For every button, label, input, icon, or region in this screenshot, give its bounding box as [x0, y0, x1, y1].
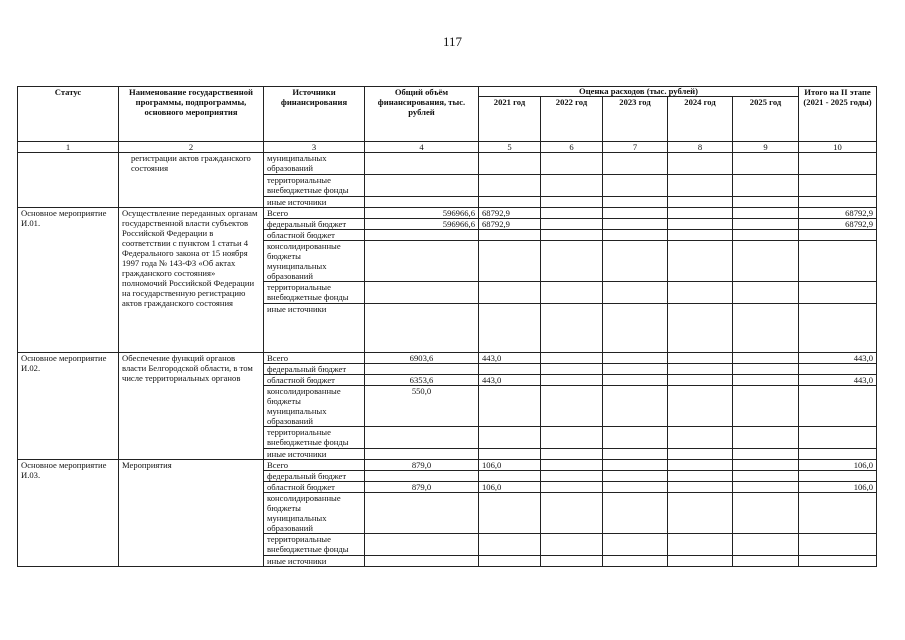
year-2021-cell: 106,0	[479, 482, 541, 493]
column-number: 3	[264, 142, 365, 153]
total-cell: 596966,6	[365, 208, 479, 219]
total-cell: 550,0	[365, 386, 479, 427]
source-cell: консолидированные бюджеты муниципальных образований	[264, 493, 365, 534]
total-cell: 596966,6	[365, 219, 479, 230]
header-sources: Источники финансирования	[264, 87, 365, 142]
column-number: 10	[799, 142, 877, 153]
header-total-volume: Общий объём финансирования, тыс. рублей	[365, 87, 479, 142]
column-numbers-row	[18, 142, 877, 153]
year-2021-cell: 106,0	[479, 460, 541, 471]
table-row	[18, 353, 877, 364]
status-cell: Основное мероприятие И.01.	[18, 208, 119, 353]
source-cell: иные источники	[264, 304, 365, 353]
source-cell: территориальные внебюджетные фонды	[264, 427, 365, 449]
source-cell: территориальные внебюджетные фонды	[264, 175, 365, 197]
year-2021-cell: 68792,9	[479, 208, 541, 219]
header-estimate: Оценка расходов (тыс. рублей)	[479, 87, 799, 97]
total-cell: 879,0	[365, 460, 479, 471]
itogo-cell: 106,0	[799, 482, 877, 493]
total-cell: 879,0	[365, 482, 479, 493]
column-number: 1	[18, 142, 119, 153]
source-cell: федеральный бюджет	[264, 219, 365, 230]
source-cell: областной бюджет	[264, 375, 365, 386]
status-cell: Основное мероприятие И.02.	[18, 353, 119, 460]
source-cell: федеральный бюджет	[264, 364, 365, 375]
header-row	[18, 87, 877, 97]
source-cell: Всего	[264, 460, 365, 471]
header-year: 2025 год	[733, 97, 799, 142]
header-year: 2024 год	[668, 97, 733, 142]
column-number: 6	[541, 142, 603, 153]
year-2021-cell: 443,0	[479, 353, 541, 364]
column-number: 8	[668, 142, 733, 153]
column-number: 4	[365, 142, 479, 153]
status-cell	[18, 153, 119, 208]
source-cell: муниципальных образований	[264, 153, 365, 175]
budget-table	[17, 86, 877, 567]
year-2021-cell: 68792,9	[479, 219, 541, 230]
name-cell: регистрации актов гражданского состояния	[119, 153, 264, 208]
column-number: 5	[479, 142, 541, 153]
source-cell: Всего	[264, 208, 365, 219]
source-cell: областной бюджет	[264, 230, 365, 241]
name-cell: Мероприятия	[119, 460, 264, 567]
total-cell: 6903,6	[365, 353, 479, 364]
header-status: Статус	[18, 87, 119, 142]
header-itogo: Итого на II этапе (2021 - 2025 годы)	[799, 87, 877, 142]
source-cell: Всего	[264, 353, 365, 364]
header-year: 2022 год	[541, 97, 603, 142]
source-cell: консолидированные бюджеты муниципальных образований	[264, 386, 365, 427]
status-cell: Основное мероприятие И.03.	[18, 460, 119, 567]
column-number: 7	[603, 142, 668, 153]
table-row	[18, 460, 877, 471]
name-cell: Осуществление переданных органам государственной власти субъектов Российской Федерации в соответствии с пунктом 1 статьи 4 Федерального закона от 15 ноября 1997 года № 143-ФЗ «Об актах гражданского состояния» полномочий Российской Федерации на государственную регистрацию актов гражданского состояния	[119, 208, 264, 353]
page-number: 117	[442, 34, 463, 49]
source-cell: консолидированные бюджеты муниципальных образований	[264, 241, 365, 282]
column-number: 2	[119, 142, 264, 153]
source-cell: территориальные внебюджетные фонды	[264, 534, 365, 556]
source-cell: областной бюджет	[264, 482, 365, 493]
header-year: 2021 год	[479, 97, 541, 142]
itogo-cell: 443,0	[799, 353, 877, 364]
itogo-cell: 106,0	[799, 460, 877, 471]
table-row	[18, 153, 877, 175]
source-cell: территориальные внебюджетные фонды	[264, 282, 365, 304]
source-cell: федеральный бюджет	[264, 471, 365, 482]
name-cell: Обеспечение функций органов власти Белгородской области, в том числе территориальных органов	[119, 353, 264, 460]
table-row	[18, 208, 877, 219]
source-cell: иные источники	[264, 197, 365, 208]
column-number: 9	[733, 142, 799, 153]
total-cell: 6353,6	[365, 375, 479, 386]
source-cell: иные источники	[264, 556, 365, 567]
header-name: Наименование государственной программы, подпрограммы, основного мероприятия	[119, 87, 264, 142]
itogo-cell: 68792,9	[799, 219, 877, 230]
itogo-cell: 68792,9	[799, 208, 877, 219]
year-2021-cell: 443,0	[479, 375, 541, 386]
header-year: 2023 год	[603, 97, 668, 142]
source-cell: иные источники	[264, 449, 365, 460]
itogo-cell: 443,0	[799, 375, 877, 386]
